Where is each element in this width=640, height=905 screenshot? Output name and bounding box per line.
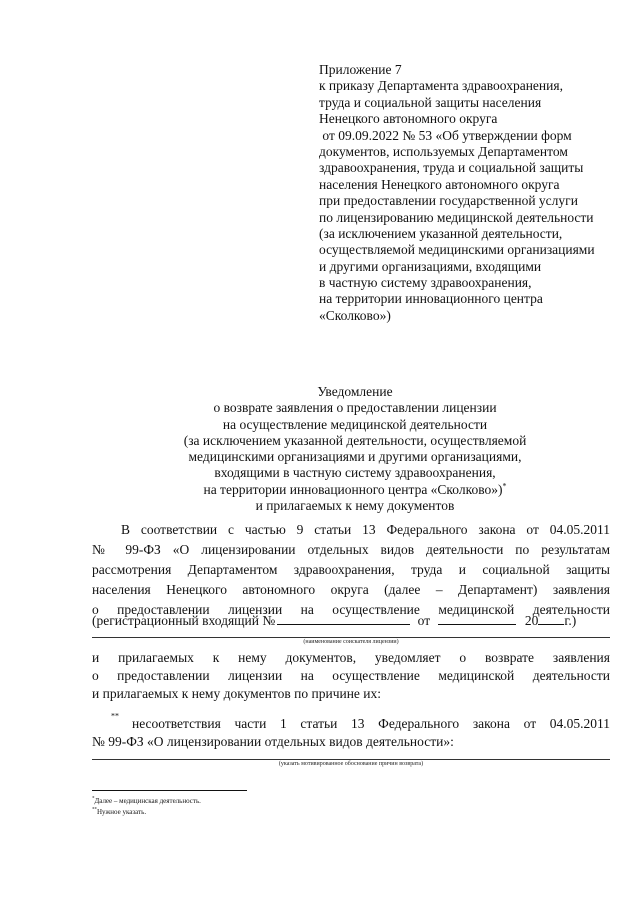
footnote-2 <box>92 808 146 817</box>
appendix-block <box>319 62 619 324</box>
appendix-line: «Сколково») <box>319 307 391 323</box>
appendix-line: осуществляемой медицинскими организациями <box>319 242 595 258</box>
appendix-line: населения Ненецкого автономного округа <box>319 176 560 192</box>
body-line: В соответствии с частью 9 статьи 13 Федерального закона от 04.05.2011 <box>121 522 610 537</box>
body-line: и прилагаемых к нему документов по причине их: <box>92 686 382 701</box>
footnote-2-text: Нужное указать. <box>97 808 147 816</box>
appendix-line: Ненецкого автономного округа <box>319 111 498 127</box>
appendix-line: (за исключением указанной деятельности, <box>319 225 563 241</box>
appendix-line: Приложение 7 <box>319 62 402 77</box>
title-line: Уведомление <box>317 384 393 399</box>
body-line: рассмотрения Департаментом здравоохранения, труда и социальной защиты <box>92 562 610 577</box>
footnote-marker: * <box>502 481 507 491</box>
appendix-line: и другими организациями, входящими <box>319 258 542 274</box>
registration-suffix: г.) <box>564 613 577 628</box>
registration-line <box>92 612 610 630</box>
footnote-1-text: Далее – медицинская деятельность. <box>94 797 201 805</box>
registration-prefix: (регистрационный входящий № <box>92 613 276 628</box>
title-line <box>70 482 640 498</box>
footnote-2-mark: ** <box>92 807 97 813</box>
title-line: на осуществление медицинской деятельности <box>222 416 488 432</box>
body-line: о предоставлении лицензии на осуществление медицинской деятельности <box>92 668 610 683</box>
appendix-line: на территории инновационного центра <box>319 291 543 307</box>
body-line: № 99-ФЗ «О лицензировании отдельных видов деятельности по результатам <box>92 542 610 557</box>
title-line: входящими в частную систему здравоохранения, <box>214 465 496 481</box>
body-line: и прилагаемых к нему документов, уведомляет о возврате заявления <box>92 650 610 665</box>
appendix-line: по лицензированию медицинской деятельности <box>319 209 594 225</box>
applicant-caption: (наименование соискателя лицензии) <box>303 639 399 645</box>
title-line: и прилагаемых к нему документов <box>255 498 455 514</box>
body-line: о предоставлении лицензии на осуществление медицинской деятельности <box>92 602 610 617</box>
registration-from-label: от <box>417 613 431 628</box>
notice-title <box>70 384 640 514</box>
title-line: (за исключением указанной деятельности, осуществляемой <box>183 432 527 448</box>
body-line: населения Ненецкого автономного округа (далее – Департамент) заявления <box>92 582 610 597</box>
title-line-text: на территории инновационного центра «Сколково») <box>203 481 503 497</box>
footnote-separator <box>92 790 247 791</box>
body-line: № 99-ФЗ «О лицензировании отдельных видов деятельности»: <box>92 734 454 749</box>
appendix-line: труда и социальной защиты населения <box>319 94 542 110</box>
reason-line[interactable] <box>92 759 610 760</box>
title-line: медицинскими организациями и другими организациями, <box>188 449 522 465</box>
appendix-line: документов, используемых Департаментом <box>319 143 568 159</box>
appendix-line: в частную систему здравоохранения, <box>319 275 532 291</box>
appendix-line: от 09.09.2022 № 53 «Об утверждении форм <box>319 127 572 143</box>
registration-date-blank[interactable] <box>438 612 516 625</box>
registration-number-blank[interactable] <box>277 612 410 625</box>
registration-year-blank[interactable] <box>538 612 564 625</box>
registration-year-label: 20 <box>524 613 539 628</box>
option-marker-line <box>111 712 131 728</box>
reason-caption: (указать мотивированное обоснование причин возврата) <box>278 761 424 767</box>
footnote-1-mark: * <box>92 796 95 802</box>
appendix-line: здравоохранения, труда и социальной защиты <box>319 160 584 176</box>
body-line: несоответствия части 1 статьи 13 Федерального закона от 04.05.2011 <box>132 716 610 731</box>
title-line: о возврате заявления о предоставлении лицензии <box>213 400 497 416</box>
applicant-line[interactable] <box>92 637 610 638</box>
appendix-line: при предоставлении государственной услуги <box>319 193 578 209</box>
footnote-1 <box>92 797 201 806</box>
option-marker: ** <box>111 711 119 721</box>
appendix-line: к приказу Департамента здравоохранения, <box>319 78 563 94</box>
